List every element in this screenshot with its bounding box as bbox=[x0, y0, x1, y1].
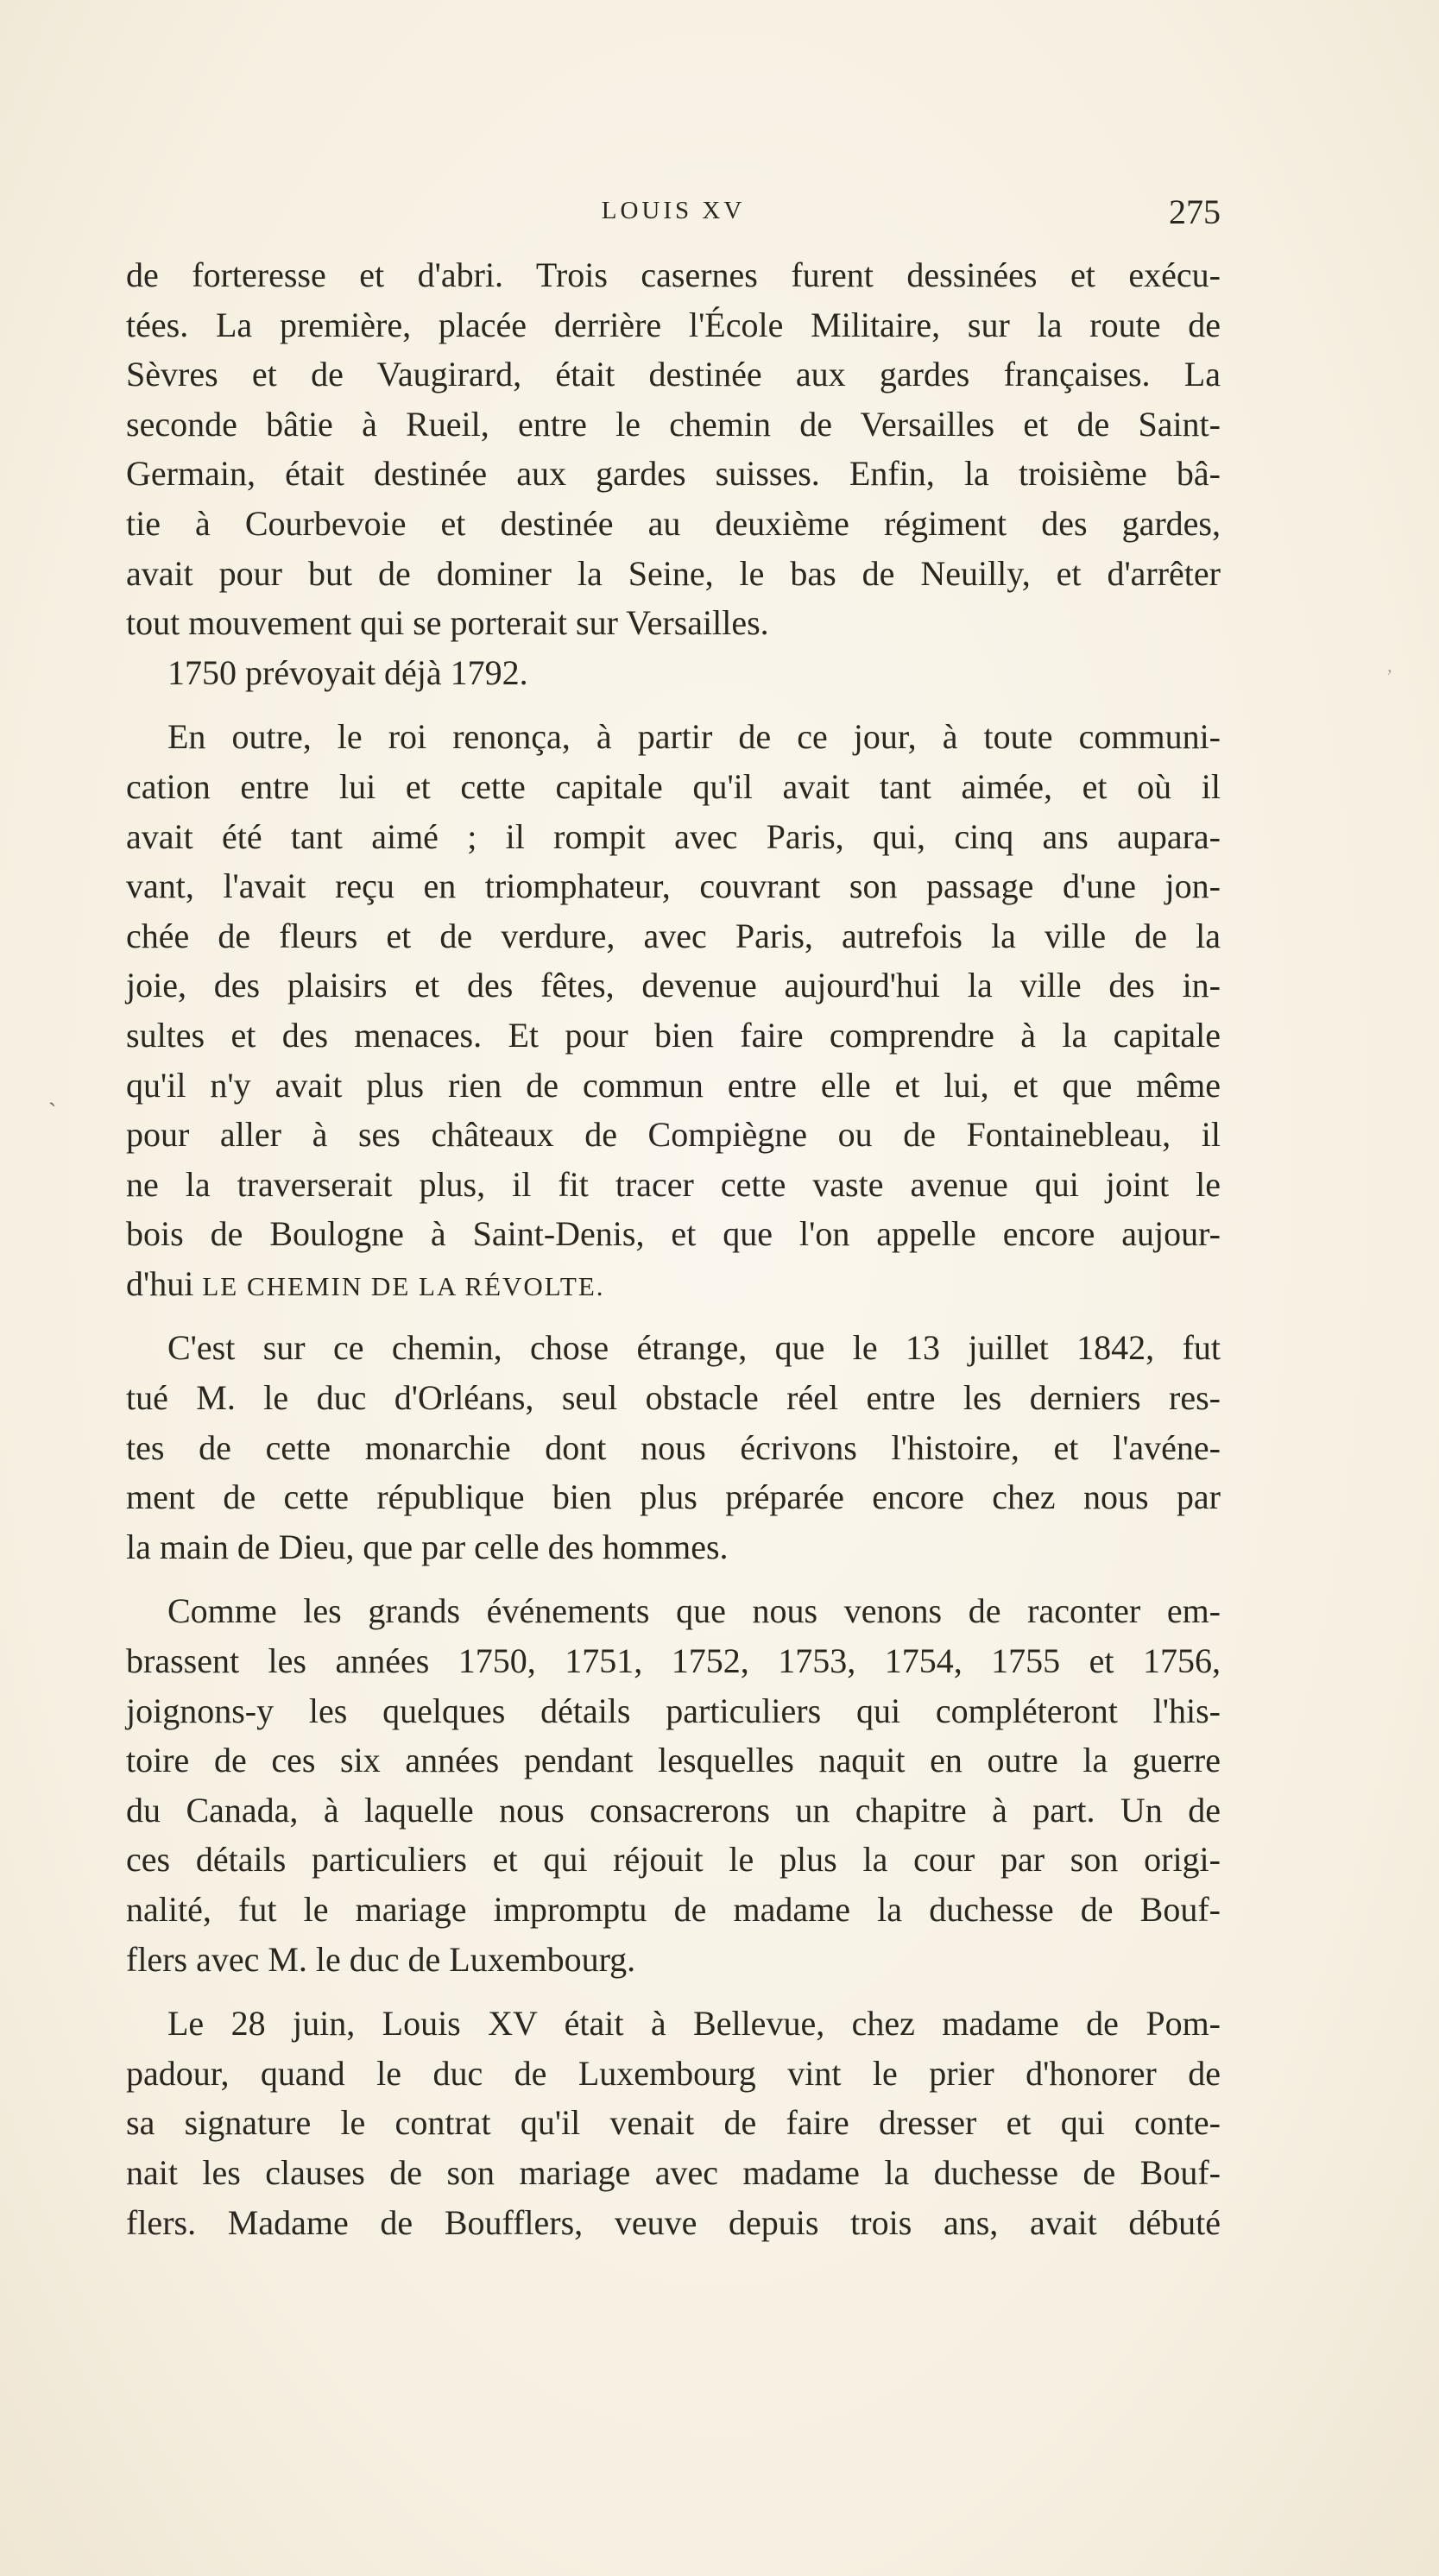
text-line bbox=[126, 1259, 1221, 1309]
text-line: nait les clauses de son mariage avec madame la duchesse de Bouf- bbox=[126, 2152, 1221, 2192]
text-line: C'est sur ce chemin, chose étrange, que le 13 juillet 1842, fut bbox=[167, 1328, 1221, 1368]
text-line: En outre, le roi renonça, à partir de ce jour, à toute communi- bbox=[167, 717, 1221, 757]
text-line: tées. La première, placée derrière l'École Militaire, sur la route de bbox=[126, 305, 1221, 344]
text-line: flers. Madame de Boufflers, veuve depuis trois ans, avait débuté bbox=[126, 2202, 1221, 2242]
text-line: avait été tant aimé ; il rompit avec Paris, qui, cinq ans aupara- bbox=[126, 816, 1221, 856]
page-number: 275 bbox=[1169, 192, 1221, 231]
text-line: ment de cette république bien plus préparée encore chez nous par bbox=[126, 1477, 1221, 1517]
running-title: LOUIS XV bbox=[601, 197, 746, 224]
text-line: de forteresse et d'abri. Trois casernes furent dessinées et exécu- bbox=[126, 255, 1221, 294]
text-line: brassent les années 1750, 1751, 1752, 1753, 1754, 1755 et 1756, bbox=[126, 1641, 1221, 1681]
text-line: Sèvres et de Vaugirard, était destinée aux gardes françaises. La bbox=[126, 355, 1221, 394]
text-line: Le 28 juin, Louis XV était à Bellevue, chez madame de Pom- bbox=[167, 2004, 1221, 2044]
paragraph-5 bbox=[126, 1586, 1221, 1984]
body-text bbox=[126, 250, 1221, 2262]
text-line: tie à Courbevoie et destinée au deuxième régiment des gardes, bbox=[126, 503, 1221, 543]
text-line: du Canada, à laquelle nous consacrerons un chapitre à part. Un de bbox=[126, 1790, 1221, 1830]
margin-mark: ʼ bbox=[1386, 665, 1393, 687]
text-line: ne la traverserait plus, il fit tracer cette vaste avenue qui joint le bbox=[126, 1164, 1221, 1204]
text-line: qu'il n'y avait plus rien de commun entre elle et lui, et que même bbox=[126, 1065, 1221, 1105]
text-line: Comme les grands événements que nous venons de raconter em- bbox=[167, 1591, 1221, 1631]
page-header bbox=[126, 192, 1221, 243]
text-line: sultes et des menaces. Et pour bien faire comprendre à la capitale bbox=[126, 1015, 1221, 1055]
smallcaps-phrase: LE CHEMIN DE LA RÉVOLTE. bbox=[202, 1270, 605, 1301]
text-line: tué M. le duc d'Orléans, seul obstacle réel entre les derniers res- bbox=[126, 1378, 1221, 1418]
text-line: la main de Dieu, que par celle des hommes. bbox=[126, 1527, 729, 1566]
text-line: 1750 prévoyait déjà 1792. bbox=[167, 652, 528, 692]
text-line: ces détails particuliers et qui réjouit le plus la cour par son origi- bbox=[126, 1840, 1221, 1880]
text-line: bois de Boulogne à Saint-Denis, et que l'on appelle encore aujour- bbox=[126, 1214, 1221, 1254]
text-line: sa signature le contrat qu'il venait de faire dresser et qui conte- bbox=[126, 2103, 1221, 2143]
text-line: seconde bâtie à Rueil, entre le chemin de Versailles et de Saint- bbox=[126, 404, 1221, 444]
margin-mark: ˏ bbox=[48, 1080, 57, 1107]
text-line: tes de cette monarchie dont nous écrivons l'histoire, et l'avéne- bbox=[126, 1427, 1221, 1467]
text-line: pour aller à ses châteaux de Compiègne ou de Fontainebleau, il bbox=[126, 1115, 1221, 1155]
text-line: joie, des plaisirs et des fêtes, devenue aujourd'hui la ville des in- bbox=[126, 966, 1221, 1005]
text-line: joignons-y les quelques détails particuliers qui compléteront l'his- bbox=[126, 1691, 1221, 1730]
paragraph-3 bbox=[126, 712, 1221, 1308]
text-line: flers avec M. le duc de Luxembourg. bbox=[126, 1939, 636, 1979]
text-line: padour, quand le duc de Luxembourg vint le prier d'honorer de bbox=[126, 2053, 1221, 2093]
text-line: Germain, était destinée aux gardes suisses. Enfin, la troisième bâ- bbox=[126, 454, 1221, 494]
text-line: vant, l'avait reçu en triomphateur, couvrant son passage d'une jon- bbox=[126, 866, 1221, 906]
paragraph-4 bbox=[126, 1323, 1221, 1571]
paragraph-1 bbox=[126, 250, 1221, 648]
line-prefix: d'hui bbox=[126, 1263, 203, 1303]
text-line: tout mouvement qui se porterait sur Versailles. bbox=[126, 603, 769, 643]
paragraph-2 bbox=[126, 648, 1221, 698]
paragraph-6 bbox=[126, 1999, 1221, 2247]
text-line: avait pour but de dominer la Seine, le bas de Neuilly, et d'arrêter bbox=[126, 553, 1221, 593]
text-line: toire de ces six années pendant lesquelles naquit en outre la guerre bbox=[126, 1741, 1221, 1780]
text-line: cation entre lui et cette capitale qu'il avait tant aimée, et où il bbox=[126, 766, 1221, 806]
text-line: nalité, fut le mariage impromptu de madame la duchesse de Bouf- bbox=[126, 1890, 1221, 1929]
text-line: chée de fleurs et de verdure, avec Paris, autrefois la ville de la bbox=[126, 916, 1221, 955]
